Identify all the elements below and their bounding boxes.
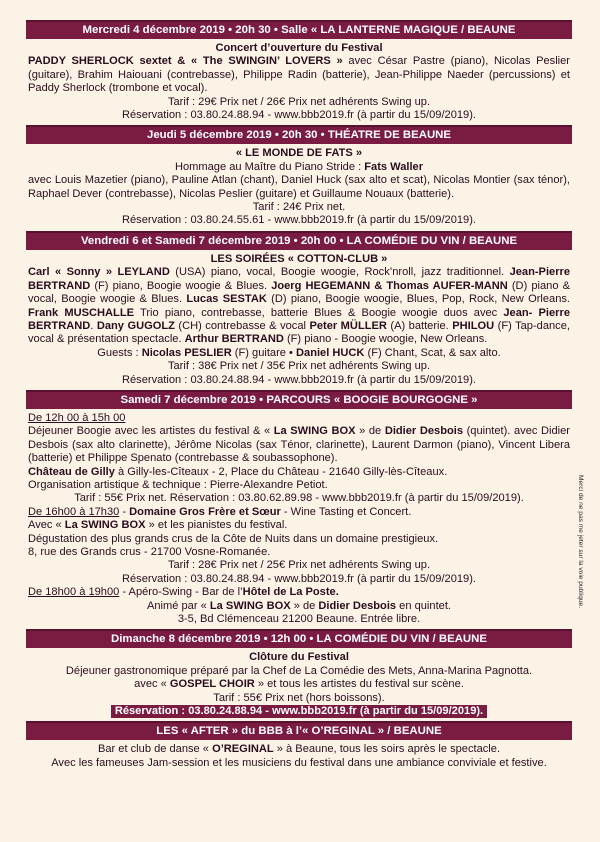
- slot-text: Bar et club de danse «: [97, 743, 213, 756]
- slot-text: Déjeuner Boogie avec les artistes du festival & «: [28, 425, 274, 438]
- artist-name: Daniel HUCK: [296, 346, 365, 359]
- event-title: « LE MONDE DE FATS »: [235, 147, 363, 160]
- slot-text: - Apéro-Swing - Bar de l’: [119, 586, 243, 599]
- event-tarif: Tarif : 38€ Prix net / 35€ Prix net adhérents Swing up.: [167, 360, 431, 373]
- event-body: [26, 39, 572, 125]
- slot-text: » de: [290, 599, 319, 612]
- event-body: [26, 144, 572, 230]
- event-tarif: Tarif : 24€ Prix net.: [252, 201, 346, 214]
- time-label: De 12h 00 à 15h 00: [28, 411, 126, 424]
- slot-text: » et les pianistes du festival.: [145, 519, 288, 532]
- venue-name: Domaine Gros Frère et Sœur: [129, 505, 281, 518]
- artist-name: Arthur BERTRAND: [184, 333, 284, 346]
- side-note-text: Merci de ne pas me jeter sur la voie publique.: [577, 475, 584, 609]
- artist-desc: (D) piano, Boogie woogie, Blues, Pop, Rock, New Orleans.: [266, 293, 570, 306]
- artist-name: Jean- Pierre BERTRAND: [28, 306, 570, 332]
- slot-description: Dégustation des plus grands crus de la Côte de Nuits dans un domaine prestigieux.: [28, 532, 439, 545]
- venue-name: Château de Gilly: [28, 465, 115, 478]
- time-label: De 16h00 à 17h30: [28, 505, 120, 518]
- event-body: [26, 740, 572, 773]
- event-title: Clôture du Festival: [249, 651, 349, 664]
- slot-text: avec «: [134, 678, 170, 691]
- venue-name: Hôtel de La Poste.: [242, 586, 339, 599]
- event-body: [26, 250, 572, 390]
- event-guests: [28, 347, 570, 360]
- slot-text: » de: [355, 425, 385, 438]
- slot-text: - Wine Tasting et Concert.: [280, 505, 412, 518]
- artist-desc: (A) batterie.: [386, 319, 453, 332]
- artist-name: Peter MÜLLER: [309, 319, 387, 332]
- side-note: [575, 475, 585, 775]
- event-header: Vendredi 6 et Samedi 7 décembre 2019 • 20h 00 • LA COMÉDIE DU VIN / BEAUNE: [26, 231, 572, 250]
- event-lineup: [28, 55, 570, 95]
- artist-name: Lucas SESTAK: [186, 293, 267, 306]
- event-tarif: Tarif : 55€ Prix net. Réservation : 03.80.62.89.98 - www.bbb2019.fr (à partir du 15/09/2019).: [74, 492, 524, 505]
- slot-text: » à Beaune, tous les soirs après le spectacle.: [273, 743, 501, 756]
- event-lineup: avec Louis Mazetier (piano), Pauline Atlan (chant), Daniel Huck (sax alto et scat), Nicolas Montier (sax ténor), Raphael Dever (contrebasse), Nicolas Peslier (guitare) et Guillaume Nouaux (batterie).: [28, 174, 570, 200]
- slot-description: [28, 519, 570, 532]
- slot-text: (quintet). avec Didier Desbois (sax alto clarinette), Jérôme Nicolas (sax Ténor, clarinette), Laurent Darmon (piano), Vincent Libera (batterie) et Philippe Spenato (contrebasse & soubassophone).: [28, 425, 570, 465]
- artist-desc: (F) Chant, Scat, & sax alto.: [364, 346, 501, 359]
- event-reservation: Réservation : 03.80.24.55.61 - www.bbb2019.fr (à partir du 15/09/2019).: [122, 214, 476, 227]
- event-reservation: Réservation : 03.80.24.88.94 - www.bbb2019.fr (à partir du 15/09/2019).: [122, 572, 476, 585]
- venue-line: [28, 466, 570, 479]
- hommage-artist: Fats Waller: [364, 160, 424, 173]
- slot-text: Animé par «: [146, 599, 210, 612]
- event-lineup: [28, 678, 570, 691]
- slot-description: [28, 600, 570, 613]
- artist-desc: (F) guitare •: [231, 346, 297, 359]
- slot-text: » et tous les artistes du festival sur scène.: [254, 678, 464, 691]
- venue-address: à Gilly-les-Cîteaux - 2, Place du Château - 21640 Gilly-lès-Cîteaux.: [114, 465, 448, 478]
- event-title: LES SOIRÉES « COTTON-CLUB »: [210, 252, 388, 265]
- artist-name: Jean-Pierre BERTRAND: [28, 266, 570, 292]
- slot-text: -: [119, 505, 130, 518]
- event-reservation: Réservation : 03.80.24.88.94 - www.bbb2019.fr (à partir du 15/09/2019).: [122, 373, 476, 386]
- event-header: Mercredi 4 décembre 2019 • 20h 30 • Salle « LA LANTERNE MAGIQUE / BEAUNE: [26, 20, 572, 39]
- event-body: [26, 409, 572, 630]
- slot-text: en quintet.: [396, 599, 451, 612]
- event-header: Jeudi 5 décembre 2019 • 20h 30 • THÉATRE DE BEAUNE: [26, 125, 572, 144]
- event-tarif: Tarif : 28€ Prix net / 25€ Prix net adhérents Swing up.: [167, 559, 431, 572]
- artist-name: Frank MUSCHALLE: [28, 306, 135, 319]
- artist-desc: (D) piano & vocal, Boogie woogie & Blues.: [28, 279, 570, 306]
- event-tarif: Tarif : 29€ Prix net / 26€ Prix net adhérents Swing up.: [167, 95, 431, 108]
- lineup-bold: PADDY SHERLOCK sextet & « The SWINGIN’ LOVERS »: [28, 55, 343, 68]
- event-body: [26, 648, 572, 721]
- artist-desc: (F) piano - Boogie woogie, New Orleans.: [283, 333, 488, 346]
- slot-text: Avec «: [28, 519, 65, 532]
- artist-desc: (USA) piano, vocal, Boogie woogie, Rock’nroll, jazz traditionnel.: [169, 266, 510, 279]
- event-header: Dimanche 8 décembre 2019 • 12h 00 • LA COMÉDIE DU VIN / BEAUNE: [26, 629, 572, 648]
- guests-label: Guests :: [97, 346, 142, 359]
- lineup-text: avec César Pastre (piano), Nicolas Peslier (guitare), Brahim Haiouani (contrebasse), Philippe Radin (batterie), Jean-Philippe Naeder (percussions) et Paddy Sherlock (trombone et vocal).: [28, 55, 570, 95]
- artist-name: Carl « Sonny » LEYLAND: [28, 266, 170, 279]
- event-tarif: Tarif : 55€ Prix net (hors boissons).: [213, 691, 385, 704]
- event-reservation-box: [28, 705, 570, 718]
- artist-name: Joerg HEGEMANN & Thomas AUFER-MANN: [271, 279, 508, 292]
- artist-desc: (F) Tap-dance, vocal & présentation spectacle.: [28, 319, 570, 346]
- venue-name: O’REGINAL: [212, 743, 274, 756]
- time-label: De 18h00 à 19h00: [28, 586, 120, 599]
- band-name: La SWING BOX: [209, 599, 291, 612]
- artist-name: PHILOU: [452, 319, 495, 332]
- venue-address: 3-5, Bd Clémenceau 21200 Beaune. Entrée libre.: [177, 613, 421, 626]
- time-slot: [28, 412, 570, 425]
- event-reservation: Réservation : 03.80.24.88.94 - www.bbb2019.fr (à partir du 15/09/2019).: [111, 705, 487, 718]
- artist-desc: (F) piano, Boogie woogie & Blues.: [90, 279, 272, 292]
- event-description: [28, 743, 570, 756]
- artist-name: Dany GUGOLZ: [96, 319, 175, 332]
- event-subtitle: Concert d’ouverture du Festival: [215, 42, 383, 54]
- venue-address: 8, rue des Grands crus - 21700 Vosne-Romanée.: [28, 546, 271, 558]
- event-hommage: [28, 161, 570, 174]
- event-description: Avec les fameuses Jam-session et les musiciens du festival dans une ambiance conviviale et festive.: [51, 756, 547, 769]
- slot-description: [28, 425, 570, 465]
- artist-name: Didier Desbois: [384, 425, 464, 438]
- event-header: Samedi 7 décembre 2019 • PARCOURS « BOOGIE BOURGOGNE »: [26, 390, 572, 409]
- artist-desc: Trio piano, contrebasse, batterie Blues & Boogie woogie duos avec: [134, 306, 504, 319]
- artist-desc: .: [90, 319, 97, 332]
- event-reservation: Réservation : 03.80.24.88.94 - www.bbb2019.fr (à partir du 15/09/2019).: [122, 109, 476, 122]
- artist-desc: (CH) contrebasse & vocal: [174, 319, 310, 332]
- artist-name: Didier Desbois: [318, 599, 397, 612]
- organisation-line: Organisation artistique & technique : Pierre-Alexandre Petiot.: [28, 478, 328, 491]
- time-slot: [28, 506, 570, 519]
- event-lineup: [28, 266, 570, 346]
- hommage-text: Hommage au Maître du Piano Stride :: [174, 160, 365, 173]
- band-name: GOSPEL CHOIR: [169, 678, 255, 691]
- band-name: La SWING BOX: [273, 425, 356, 438]
- event-description: Déjeuner gastronomique préparé par la Chef de La Comédie des Mets, Anna-Marina Pagnotta.: [65, 664, 533, 677]
- artist-name: Nicolas PESLIER: [141, 346, 232, 359]
- band-name: La SWING BOX: [64, 519, 146, 532]
- event-header: LES « AFTER » du BBB à l’« O’REGINAL » / BEAUNE: [26, 721, 572, 740]
- time-slot: [28, 586, 570, 599]
- programme: [26, 20, 572, 773]
